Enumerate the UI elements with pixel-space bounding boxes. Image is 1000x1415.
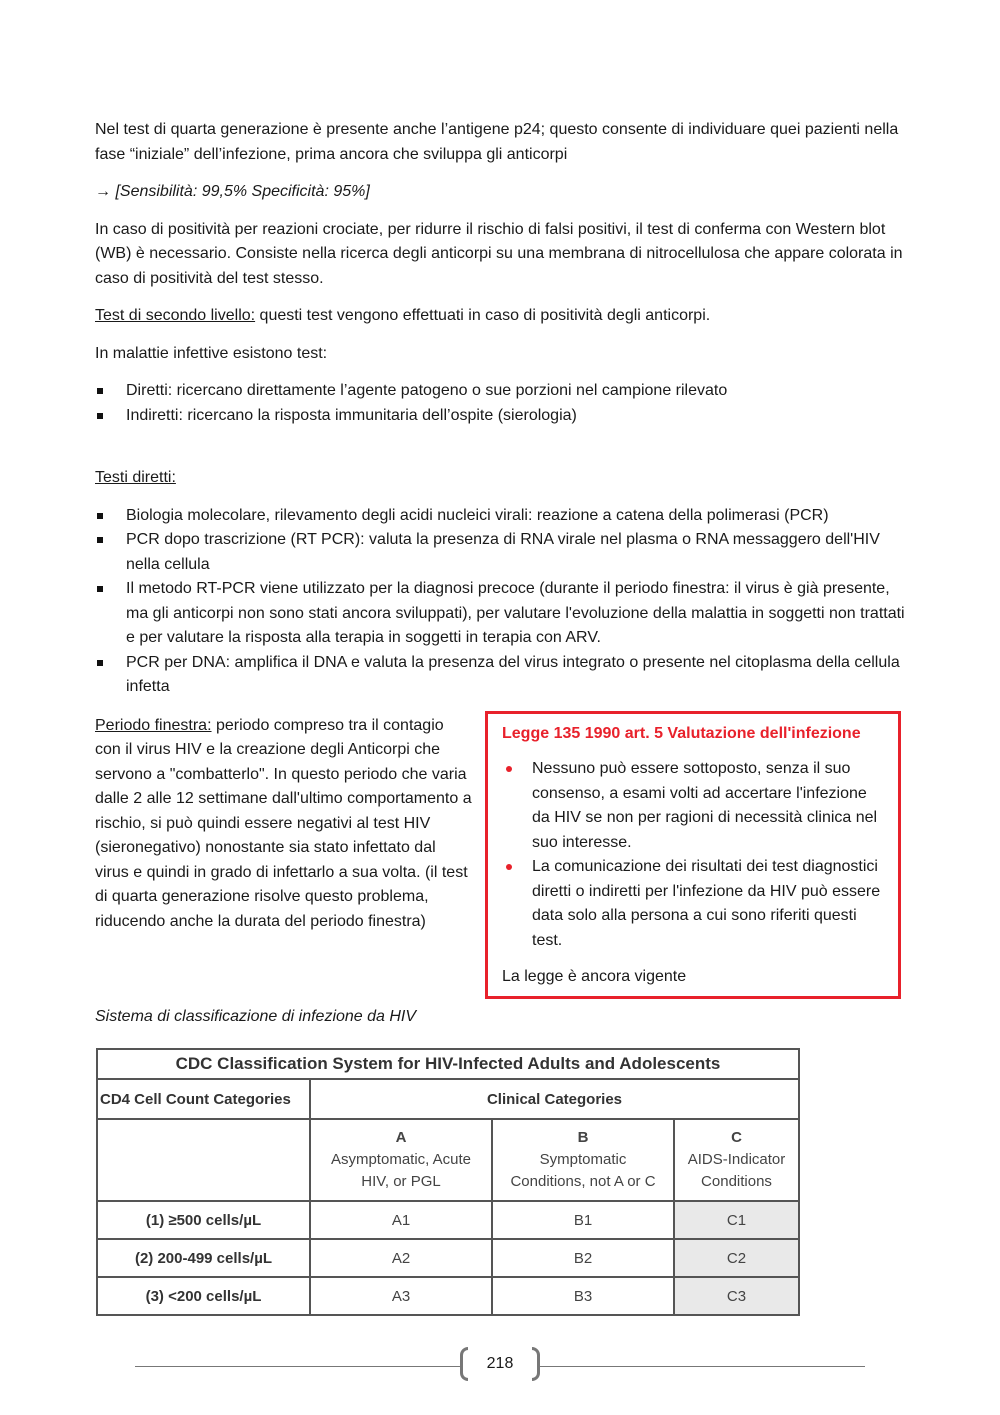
law-box-title: Legge 135 1990 art. 5 Valutazione dell'infezione xyxy=(502,724,861,742)
category-a-cell: A Asymptomatic, Acute HIV, or PGL xyxy=(310,1119,492,1201)
table-title: CDC Classification System for HIV-Infected Adults and Adolescents xyxy=(97,1049,799,1079)
table-caption: Sistema di classificazione di infezione da HIV xyxy=(95,1008,417,1025)
dot-bullet-icon xyxy=(506,864,512,870)
footer-line-right xyxy=(540,1366,865,1367)
list-item: La comunicazione dei risultati dei test diagnostici diretti o indiretti per l'infezione da HIV può essere data solo alla persona a cui sono riferiti questi test. xyxy=(502,855,884,953)
square-bullet-icon xyxy=(97,513,103,519)
paragraph-western-blot: In caso di positività per reazioni crociate, per ridurre il rischio di falsi positivi, il test di conferma con Western blot (WB) è necessario. Consiste nella ricerca degli anticorpi su una membrana di nitrocellulosa che appare colorata in caso di positività del test stesso. xyxy=(95,220,903,287)
paragraph-second-level xyxy=(95,304,905,329)
window-period-paragraph xyxy=(95,714,473,935)
page-number: 218 xyxy=(486,1355,514,1372)
footer-line-left xyxy=(135,1366,460,1367)
list-item: Il metodo RT-PCR viene utilizzato per la diagnosi precoce (durante il periodo finestra: il virus è già presente, ma gli anticorpi non sono stati ancora sviluppati), per valutare l'evoluzione della malattia in soggetti non trattati e per valutare la risposta alla terapia in soggetti in terapia con ARV. xyxy=(95,577,905,651)
list-item: Biologia molecolare, rilevamento degli acidi nucleici virali: reazione a catena della polimerasi (PCR) xyxy=(95,504,905,529)
right-bracket-icon xyxy=(532,1347,540,1381)
window-period-section xyxy=(95,714,905,1014)
window-period-heading: Periodo finestra: xyxy=(95,716,212,734)
square-bullet-icon xyxy=(97,537,103,543)
cd4-header: CD4 Cell Count Categories xyxy=(97,1079,310,1119)
page-content xyxy=(95,118,905,1014)
category-b-cell: B Symptomatic Conditions, not A or C xyxy=(492,1119,674,1201)
sensitivity-note: → [Sensibilità: 99,5% Specificità: 95%] xyxy=(95,183,370,200)
list-item: Nessuno può essere sottoposto, senza il suo consenso, a esami volti ad accertare l'infezione da HIV se non per ragioni di necessità clinica nel suo interesse. xyxy=(502,757,884,855)
square-bullet-icon xyxy=(97,413,103,419)
paragraph-fourth-gen: Nel test di quarta generazione è presente anche l’antigene p24; questo consente di individuare quei pazienti nella fase “iniziale” dell’infezione, prima ancora che sviluppa gli anticorpi xyxy=(95,121,899,163)
table-row: (1) ≥500 cells/µL A1 B1 C1 xyxy=(97,1201,799,1239)
list-item: Indiretti: ricercano la risposta immunitaria dell’ospite (sierologia) xyxy=(95,404,905,429)
category-c-cell: C AIDS-Indicator Conditions xyxy=(674,1119,799,1201)
list-item: PCR per DNA: amplifica il DNA e valuta la presenza del virus integrato o presente nel citoplasma della cellula infetta xyxy=(95,651,905,700)
law-box xyxy=(485,711,901,999)
left-bracket-icon xyxy=(460,1347,468,1381)
direct-tests-list xyxy=(95,504,905,700)
square-bullet-icon xyxy=(97,388,103,394)
clinical-header: Clinical Categories xyxy=(310,1079,799,1119)
law-box-footer: La legge è ancora vigente xyxy=(502,968,687,985)
empty-cell xyxy=(97,1119,310,1201)
paragraph-infectious-tests: In malattie infettive esistono test: xyxy=(95,344,328,362)
test-types-list xyxy=(95,379,905,428)
square-bullet-icon xyxy=(97,586,103,592)
list-item: Diretti: ricercano direttamente l’agente patogeno o sue porzioni nel campione rilevato xyxy=(95,379,905,404)
square-bullet-icon xyxy=(97,660,103,666)
dot-bullet-icon xyxy=(506,766,512,772)
table-row: (2) 200-499 cells/µL A2 B2 C2 xyxy=(97,1239,799,1277)
cdc-classification-table xyxy=(96,1048,800,1316)
window-period-text: periodo compreso tra il contagio con il virus HIV e la creazione degli Anticorpi che servono a "combatterlo". In questo periodo che varia dalle 2 alle 12 settimane dall'ultimo comportamento a rischio, si può quindi essere negativi al test HIV (sieronegativo) nonostante sia stato infettato dal virus e quindi in grado di infettarlo a sua volta. (il test di quarta generazione risolve questo problema, riducendo anche la durata del periodo finestra) xyxy=(95,716,472,930)
table-row: (3) <200 cells/µL A3 B3 C3 xyxy=(97,1277,799,1315)
second-level-heading: Test di secondo livello: xyxy=(95,307,256,324)
second-level-text: questi test vengono effettuati in caso di positività degli anticorpi. xyxy=(255,307,711,324)
direct-tests-heading: Testi diretti: xyxy=(95,469,176,486)
list-item: PCR dopo trascrizione (RT PCR): valuta la presenza di RNA virale nel plasma o RNA messaggero dell'HIV nella cellula xyxy=(95,528,905,577)
law-box-list xyxy=(502,757,884,953)
